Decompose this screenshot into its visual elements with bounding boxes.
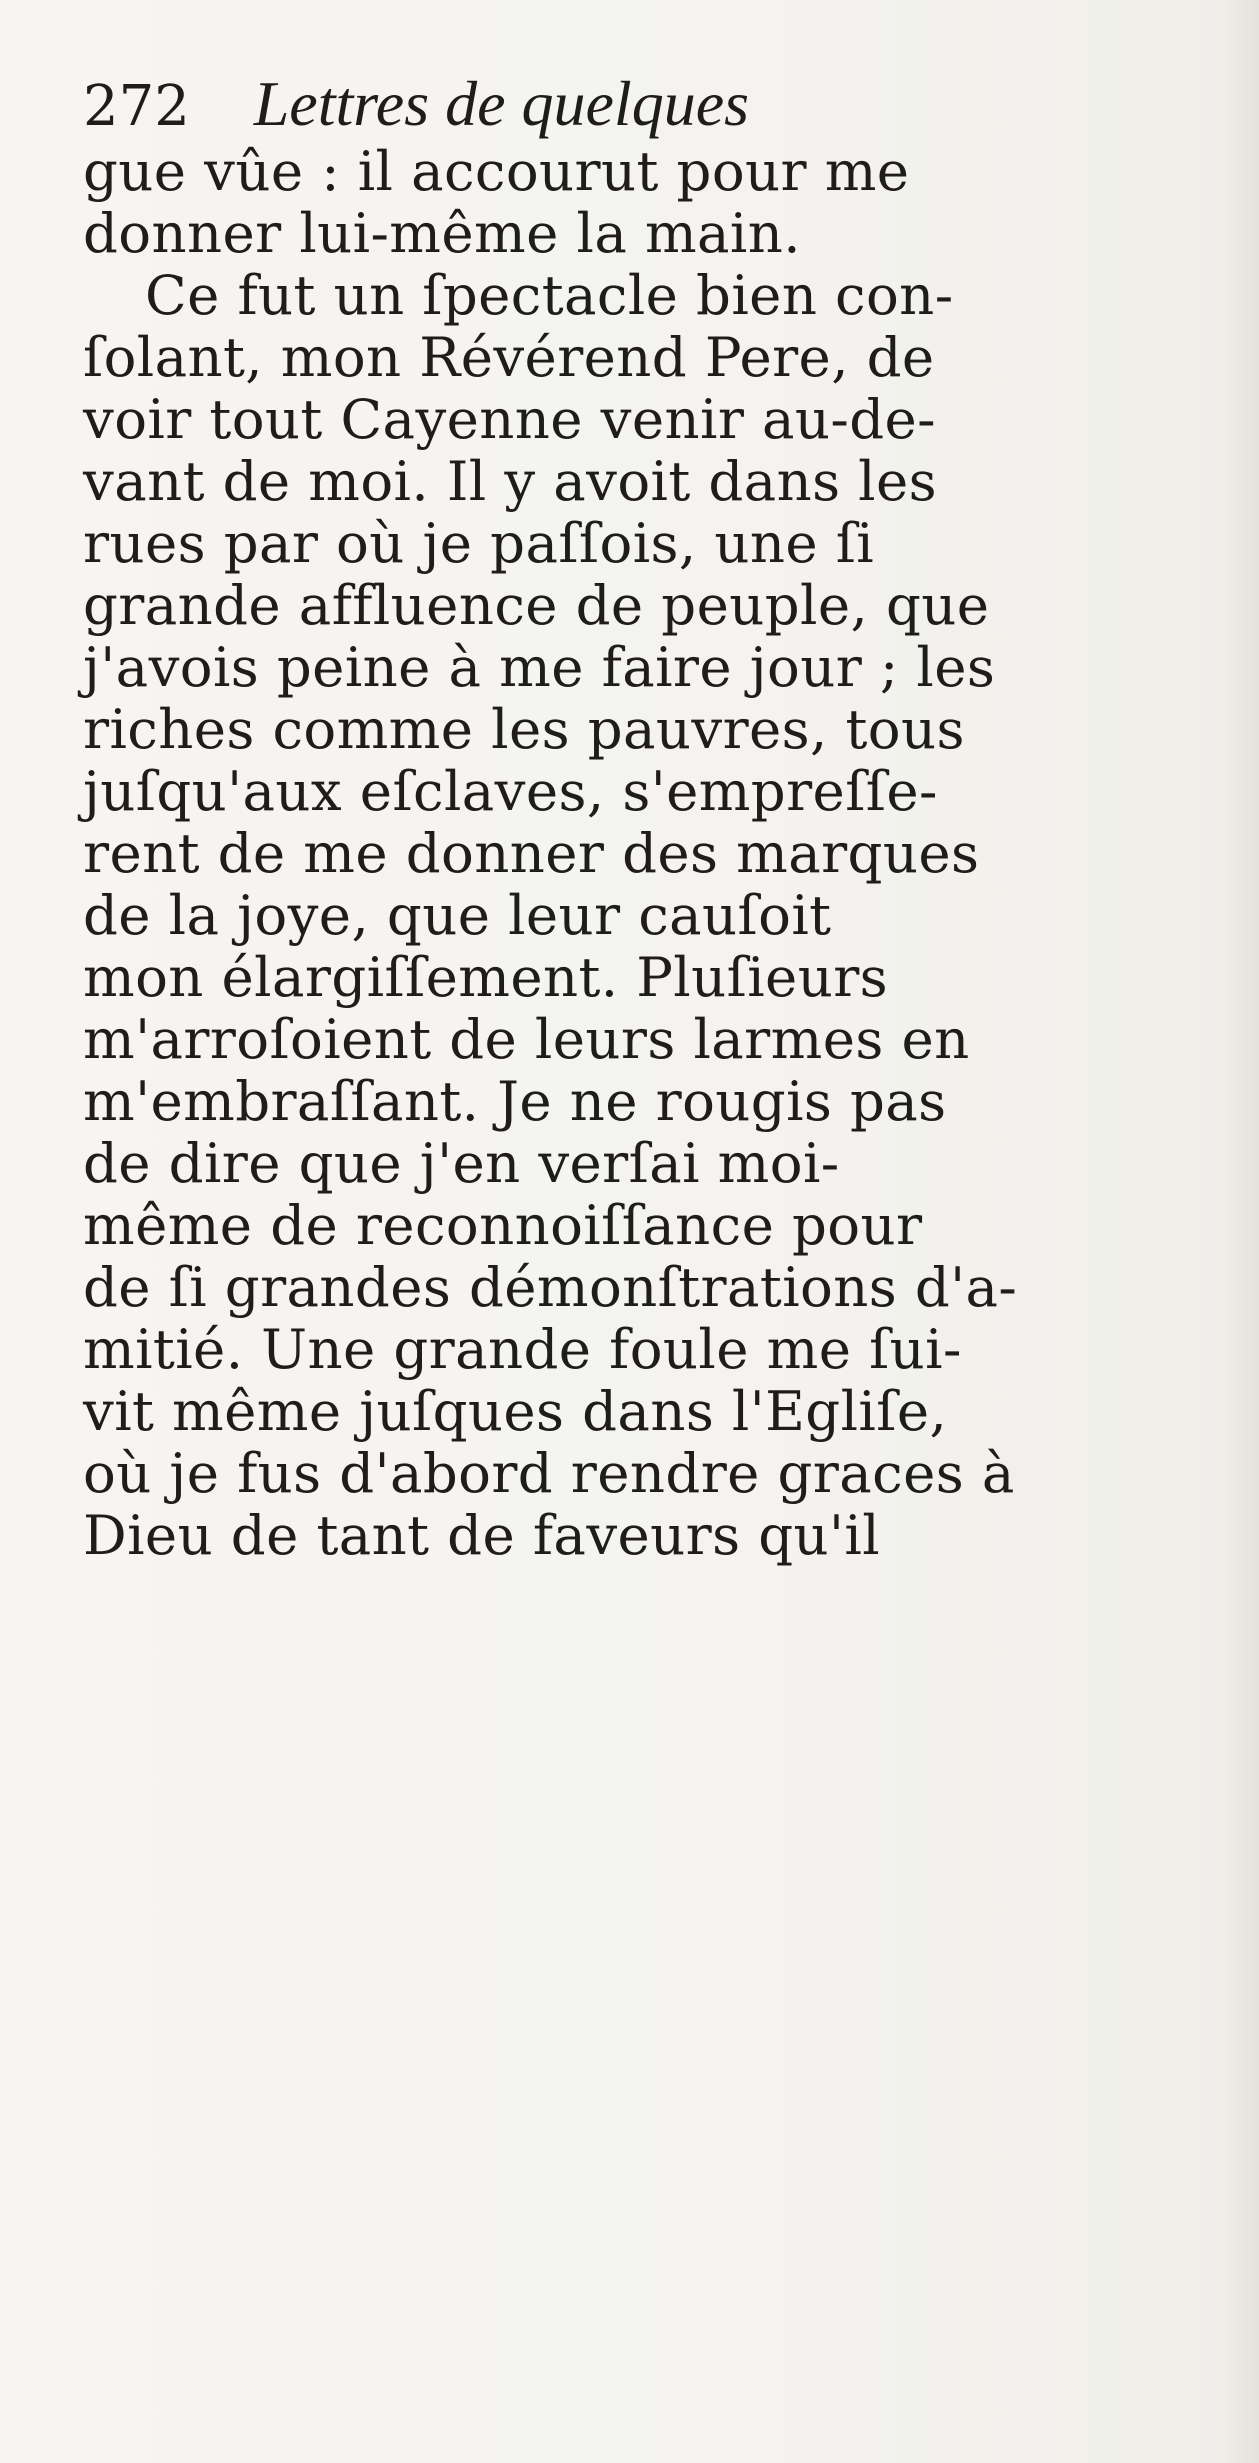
text-line: grande affluence de peuple, que bbox=[83, 573, 990, 637]
text-line: voir tout Cayenne venir au-de- bbox=[83, 387, 936, 451]
running-title: Lettres de quelques bbox=[253, 68, 750, 139]
text-line: de dire que j'en verſai moi- bbox=[83, 1131, 840, 1195]
text-line: j'avois peine à me faire jour ; les bbox=[83, 635, 996, 699]
text-line: rues par où je paſſois, une ſi bbox=[83, 511, 875, 575]
page-edge-shadow bbox=[1219, 0, 1259, 2463]
text-line: donner lui-même la main. bbox=[83, 201, 801, 265]
text-line: Ce fut un ſpectacle bien con- bbox=[145, 263, 954, 327]
text-line: de ſi grandes démonſtrations d'a- bbox=[83, 1255, 1018, 1319]
text-line: vant de moi. Il y avoit dans les bbox=[83, 449, 938, 513]
text-line: gue vûe : il accourut pour me bbox=[83, 139, 910, 203]
text-line: rent de me donner des marques bbox=[83, 821, 980, 885]
page-header bbox=[83, 62, 1203, 146]
text-line: où je fus d'abord rendre graces à bbox=[83, 1441, 1015, 1505]
text-line: mon élargiſſement. Pluſieurs bbox=[83, 945, 889, 1009]
text-line: ſolant, mon Révérend Pere, de bbox=[83, 325, 935, 389]
text-line: même de reconnoiſſance pour bbox=[83, 1193, 923, 1257]
text-line: vit même juſques dans l'Egliſe, bbox=[83, 1379, 948, 1443]
text-line: mitié. Une grande foule me ſui- bbox=[83, 1317, 962, 1381]
text-line: m'arroſoient de leurs larmes en bbox=[83, 1007, 970, 1071]
text-line: m'embraſſant. Je ne rougis pas bbox=[83, 1069, 947, 1133]
page-number: 272 bbox=[83, 74, 190, 139]
text-line: juſqu'aux eſclaves, s'empreſſe- bbox=[83, 759, 938, 823]
text-line: Dieu de tant de faveurs qu'il bbox=[83, 1503, 881, 1567]
text-line: de la joye, que leur cauſoit bbox=[83, 883, 832, 947]
text-line: riches comme les pauvres, tous bbox=[83, 697, 965, 761]
